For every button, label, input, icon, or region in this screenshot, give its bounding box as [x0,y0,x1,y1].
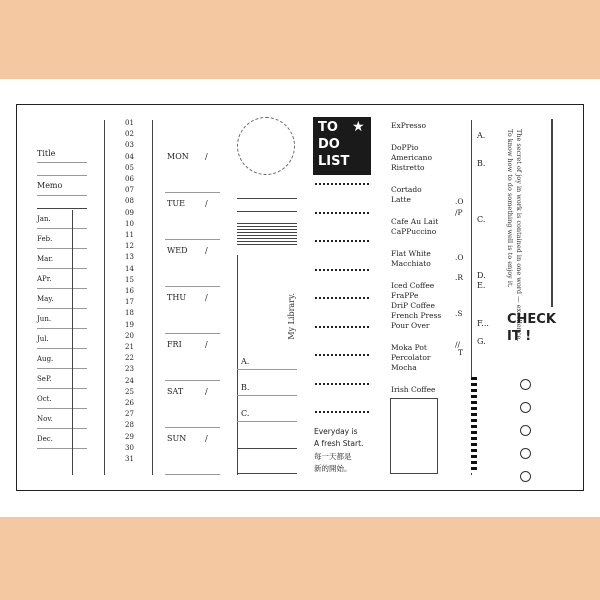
todo-header-line1: TO [318,120,338,135]
library-item-line [237,369,297,370]
weekday-line [165,286,220,287]
memo-label: Memo [37,181,63,190]
letter-item: E. [477,281,486,290]
quote-line-2: To know how to do something well is to enjoy it. [506,129,514,288]
date-label: 18 [125,309,134,318]
date-label: 06 [125,175,134,183]
top-border-band [0,0,600,79]
date-label: 05 [125,163,134,172]
todo-line [315,354,369,356]
stripe-line [237,244,297,245]
date-label: 23 [125,365,134,374]
check-rule [551,119,553,307]
weekday-label: SUN [167,434,187,443]
weekday-label: TUE [167,199,185,208]
month-label: Aug. [37,355,54,363]
library-line [237,473,297,474]
quote-text [505,129,523,341]
weekday-label: FRI [167,340,182,349]
library-left-rule [237,255,238,475]
letter-item: B. [477,159,486,168]
title-label: Title [37,149,56,158]
letter-mark: .R [455,273,464,282]
todo-line [315,326,369,328]
letter-item: A. [477,131,486,140]
date-label: 10 [125,219,134,228]
library-item-label: A. [241,357,250,366]
todo-note-line: 每一天都是 [314,452,352,461]
letter-item: D. [477,271,486,280]
coffee-item: Irish Coffee [391,385,436,394]
stripe-line [237,232,297,233]
library-line [237,448,297,449]
todo-line [315,411,369,413]
date-label: 12 [125,242,134,251]
weekday-line [165,333,220,334]
date-label: 24 [125,376,134,385]
date-label: 29 [125,432,134,441]
todo-line [315,212,369,214]
stripe-line [237,238,297,239]
letter-item: C. [477,215,486,224]
month-label: Jan. [37,215,51,223]
coffee-item: Macchiato [391,259,431,268]
date-label: 21 [125,343,134,351]
coffee-item: Americano [391,153,432,162]
stripe-line [237,235,297,236]
month-top-line [37,208,87,209]
todo-header-line2: DO [318,137,340,152]
month-label: SeP. [37,375,52,383]
weekday-slash: / [205,387,208,396]
weekday-slash: / [205,246,208,255]
todo-line [315,183,369,185]
zigzag-decoration [471,377,477,473]
month-label: Jul. [37,335,49,343]
weekday-line [165,192,220,193]
weekday-line [165,427,220,428]
library-item-line [237,395,297,396]
library-item-label: C. [241,409,250,418]
coffee-item: Ristretto [391,163,425,172]
date-label: 14 [125,264,134,273]
date-label: 25 [125,387,134,396]
date-label: 02 [125,130,134,139]
weekday-slash: / [205,434,208,443]
weekday-label: WED [167,246,188,255]
weekday-label: SAT [167,387,184,396]
title-line-2 [37,175,87,176]
date-label: 27 [125,410,134,419]
month-line [37,268,87,269]
stripe-line [237,241,297,242]
star-icon: ★ [352,119,365,135]
month-line [37,248,87,249]
weekday-label: MON [167,152,189,161]
library-item-label: B. [241,383,250,392]
weekday-slash: / [205,293,208,302]
todo-line [315,297,369,299]
letter-item: G. [477,337,486,346]
date-label: 04 [125,152,134,161]
month-line [37,288,87,289]
dashed-circle [237,117,295,175]
weekday-slash: / [205,340,208,349]
title-line [37,162,87,163]
weekday-slash: / [205,199,208,208]
month-line [37,428,87,429]
month-line [37,448,87,449]
coffee-item: FraPPe [391,291,419,300]
coffee-item: Cortado [391,185,422,194]
check-circle-icon [520,471,531,482]
weekday-line [165,474,220,475]
coffee-item: Pour Over [391,321,430,330]
month-line [37,308,87,309]
quote-line-1: The secret of joy in work is contained in one word — excellence. [515,129,523,342]
date-label: 20 [125,331,134,340]
dates-left-rule [104,120,105,475]
month-line [37,368,87,369]
date-label: 19 [125,320,134,329]
date-label: 31 [125,455,134,463]
date-label: 08 [125,197,134,206]
todo-line [315,240,369,242]
month-line [37,328,87,329]
coffee-item: Mocha [391,363,417,372]
coffee-item: French Press [391,311,442,320]
month-label: APr. [37,275,52,283]
weekday-line [165,380,220,381]
todo-line [315,269,369,271]
coffee-item: DriP Coffee [391,301,435,310]
todo-note-line: A fresh Start. [314,439,364,448]
month-line [37,388,87,389]
dates-right-rule [152,120,153,475]
month-divider [72,210,73,475]
coffee-item: Iced Coffee [391,281,435,290]
letter-mark: .O [455,253,464,262]
date-label: 01 [125,119,134,127]
library-item-line [237,421,297,422]
date-label: 03 [125,141,134,150]
date-label: 17 [125,298,134,307]
todo-header [313,117,371,175]
date-label: 15 [125,275,134,284]
month-line [37,348,87,349]
date-label: 07 [125,186,134,195]
month-label: Feb. [37,235,53,243]
stripe-line [237,223,297,224]
letter-mark: // [455,340,461,349]
coffee-item: ExPresso [391,121,426,130]
planner-sheet [16,104,584,491]
check-circle-icon [520,379,531,390]
month-line [37,408,87,409]
stripe-line [237,198,297,199]
coffee-item: Latte [391,195,411,204]
stripe-line [237,226,297,227]
coffee-item: DoPPio [391,143,419,152]
date-label: 11 [125,231,134,239]
check-circle-icon [520,448,531,459]
memo-line [37,195,87,196]
check-title-line2: IT ! [507,329,532,344]
todo-header-line3: LIST [318,154,350,169]
weekday-label: THU [167,293,187,302]
coffee-item: Moka Pot [391,343,427,352]
date-label: 09 [125,208,134,217]
month-label: Jun. [37,315,52,323]
todo-note-line: Everyday is [314,427,358,436]
letter-mark: /P [455,208,463,217]
coffee-item: Flat White [391,249,431,258]
month-label: Mar. [37,255,54,263]
weekday-slash: / [205,152,208,161]
coffee-item: Cafe Au Lait [391,217,439,226]
date-label: 13 [125,253,134,262]
date-label: 28 [125,421,134,430]
stripe-line [237,211,297,212]
month-label: May. [37,295,54,303]
check-circle-icon [520,402,531,413]
letter-item: F... [477,319,489,328]
bottom-border-band [0,517,600,600]
coffee-item: Percolator [391,353,431,362]
letter-mark: .O [455,197,464,206]
coffee-item: CaPPuccino [391,227,437,236]
month-label: Oct. [37,395,52,403]
month-line [37,228,87,229]
todo-note-line: 新的開始。 [314,464,352,473]
month-label: Dec. [37,435,53,443]
library-title: My Library. [287,293,296,340]
month-label: Nov. [37,415,53,423]
check-title-line1: CHECK [507,312,556,327]
stripe-line [237,229,297,230]
todo-line [315,383,369,385]
date-label: 26 [125,399,134,407]
letter-mark: T [458,348,464,357]
coffee-box [390,398,438,474]
letter-mark: .S [455,309,463,318]
weekday-line [165,239,220,240]
check-circle-icon [520,425,531,436]
date-label: 22 [125,354,134,363]
date-label: 30 [125,443,134,452]
date-label: 16 [125,287,134,295]
